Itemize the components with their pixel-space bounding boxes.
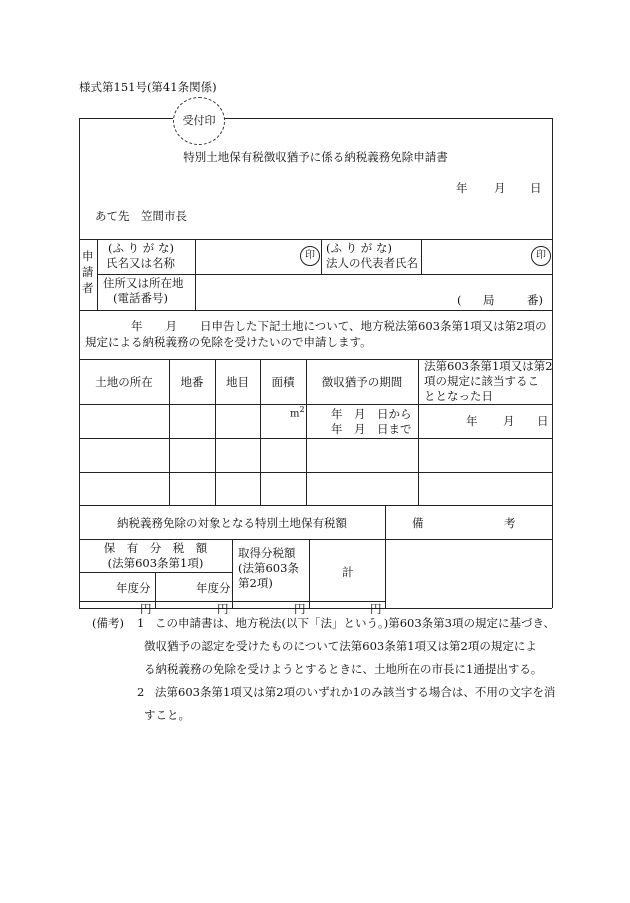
rep-furigana-label: (ふ り が な)	[326, 241, 392, 255]
form-title: 特別土地保有税徴収猶予に係る納税義務免除申請書	[183, 150, 448, 164]
applicant-name-field[interactable]	[196, 240, 300, 273]
fiscal-year-2: 年度分	[196, 581, 231, 595]
name-seal-mark: 印	[300, 246, 320, 266]
rep-seal-mark: 印	[531, 246, 551, 266]
rep-name-label: 法人の代表者氏名	[326, 256, 418, 270]
header-land-category: 地目	[226, 375, 249, 389]
header-lot-number: 地番	[180, 375, 204, 389]
form-number: 様式第151号(第41条関係)	[79, 80, 217, 94]
period-from: 年 月 日から	[331, 407, 412, 421]
remarks-header: 備 考	[412, 516, 516, 530]
statement-line-1: 年 月 日申告した下記土地について、地方税法第603条第1項又は第2項の	[131, 319, 547, 333]
phone-label: (電話番号)	[113, 291, 168, 305]
addressee: あて先 笠間市長	[95, 209, 187, 223]
fiscal-year-1: 年度分	[116, 581, 151, 595]
furigana-label: (ふ り が な)	[108, 241, 174, 255]
total-label: 計	[342, 565, 354, 579]
yen-4: 円	[370, 602, 382, 616]
holding-tax-label: 保 有 分 税 額	[103, 541, 208, 555]
yen-2: 円	[217, 602, 229, 616]
area-unit: $m^2$	[290, 405, 305, 420]
name-label: 氏名又は名称	[106, 256, 175, 270]
receipt-stamp: 受付印	[173, 97, 225, 145]
notes-label: (備考)	[92, 616, 124, 630]
representative-name-field[interactable]	[422, 240, 530, 273]
address-label: 住所又は所在地	[103, 276, 184, 290]
holding-tax-sub: (法第603条第1項)	[107, 556, 204, 570]
header-location: 土地の所在	[95, 375, 153, 389]
header-area: 面積	[271, 375, 295, 389]
statement-line-2: 規定による納税義務の免除を受けたいので申請します。	[85, 335, 372, 349]
period-to: 年 月 日まで	[331, 422, 412, 436]
yen-1: 円	[140, 602, 152, 616]
tax-header: 納税義務免除の対象となる特別土地保有税額	[117, 516, 347, 530]
header-deferral-period: 徴収猶予の期間	[321, 375, 403, 389]
yen-3: 円	[294, 602, 306, 616]
